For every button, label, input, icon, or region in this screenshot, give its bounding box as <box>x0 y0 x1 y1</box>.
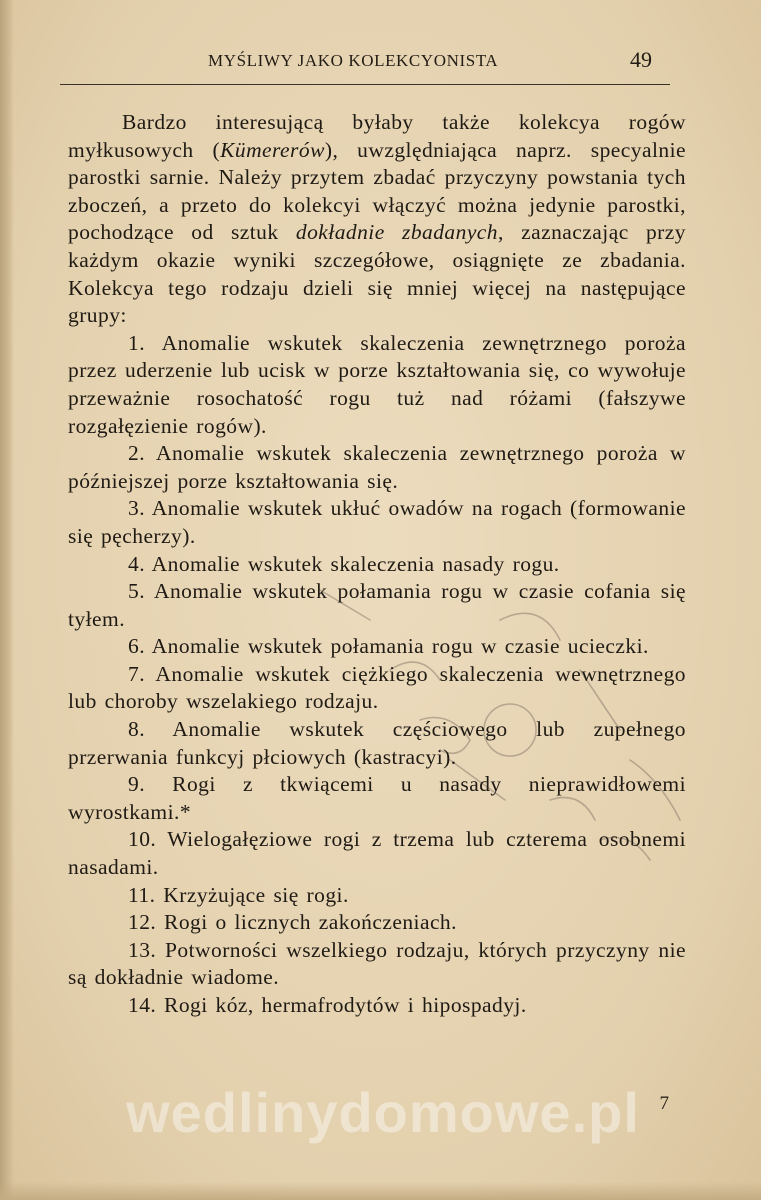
list-item: 5. Anomalie wskutek połamania rogu w czasie cofania się tyłem. <box>68 579 686 631</box>
page-header <box>60 46 670 82</box>
list-item: 7. Anomalie wskutek ciężkiego skaleczenia wewnętrznego lub choroby wszelakiego rodzaju. <box>68 661 686 714</box>
intro-text-2: ), uwzględniająca naprz. specyalnie parostki sarnie. Należy przytem zbadać przyczyny powstania tych zboczeń, a przeto do kolekcyi włączyć można jedynie parostki, pochodzące od sztuk <box>68 137 686 245</box>
intro-italic-1: Kümererów <box>220 137 325 162</box>
signature-mark: 7 <box>659 1093 669 1114</box>
list-item: 10. Wielogałęziowe rogi z trzema lub czterema osobnemi nasadami. <box>68 827 686 880</box>
list-item: 9. Rogi z tkwiącemi u nasady nieprawidłowemi wyrostkami.* <box>68 772 686 824</box>
intro-paragraph <box>68 109 686 330</box>
running-title: MYŚLIWY JAKO KOLEKCYONISTA <box>208 51 499 70</box>
header-rule <box>60 84 670 85</box>
list-item: 12. Rogi o licznych zakończeniach. <box>128 910 457 935</box>
list-item: 1. Anomalie wskutek skaleczenia zewnętrznego poroża przez uderzenie lub ucisk w porze kształtowania się, co wywołuje przeważnie rosochatość rogu tuż nad różami (fałszywe rozgałęzienie rogów). <box>68 330 686 438</box>
list-item: 2. Anomalie wskutek skaleczenia zewnętrznego poroża w późniejszej porze kształtowania się. <box>68 441 686 493</box>
intro-italic-2: dokładnie zbadanych <box>295 220 499 245</box>
list-item: 14. Rogi kóz, hermafrodytów i hipospadyj. <box>128 993 527 1017</box>
body-text <box>68 109 686 1020</box>
list-item: 8. Anomalie wskutek częściowego lub zupełnego przerwania funkcyj płciowych (kastracyi). <box>68 717 686 769</box>
page-left-edge <box>0 0 14 1200</box>
list-item: 3. Anomalie wskutek ukłuć owadów na rogach (formowanie się pęcherzy). <box>68 496 686 548</box>
list-item: 4. Anomalie wskutek skaleczenia nasady rogu. <box>128 551 560 576</box>
intro-text-1: Bardzo interesującą byłaby także kolekcya rogów myłkusowych ( <box>68 110 686 162</box>
intro-text-3: , zaznaczając przy każdym okazie wyniki szczegółowe, osiągnięte ze zbadania. Kolekcya tego rodzaju dzieli się mniej więcej na następujące grupy: <box>68 220 686 328</box>
list-item: 11. Krzyżujące się rogi. <box>128 882 349 907</box>
site-watermark: wedlinydomowe.pl <box>126 1081 640 1144</box>
page-number: 49 <box>630 47 652 72</box>
list-item: 13. Potworności wszelkiego rodzaju, których przyczyny nie są dokładnie wiadome. <box>68 937 686 990</box>
page-bottom-edge <box>0 1182 761 1200</box>
list-item: 6. Anomalie wskutek połamania rogu w czasie ucieczki. <box>128 634 649 659</box>
